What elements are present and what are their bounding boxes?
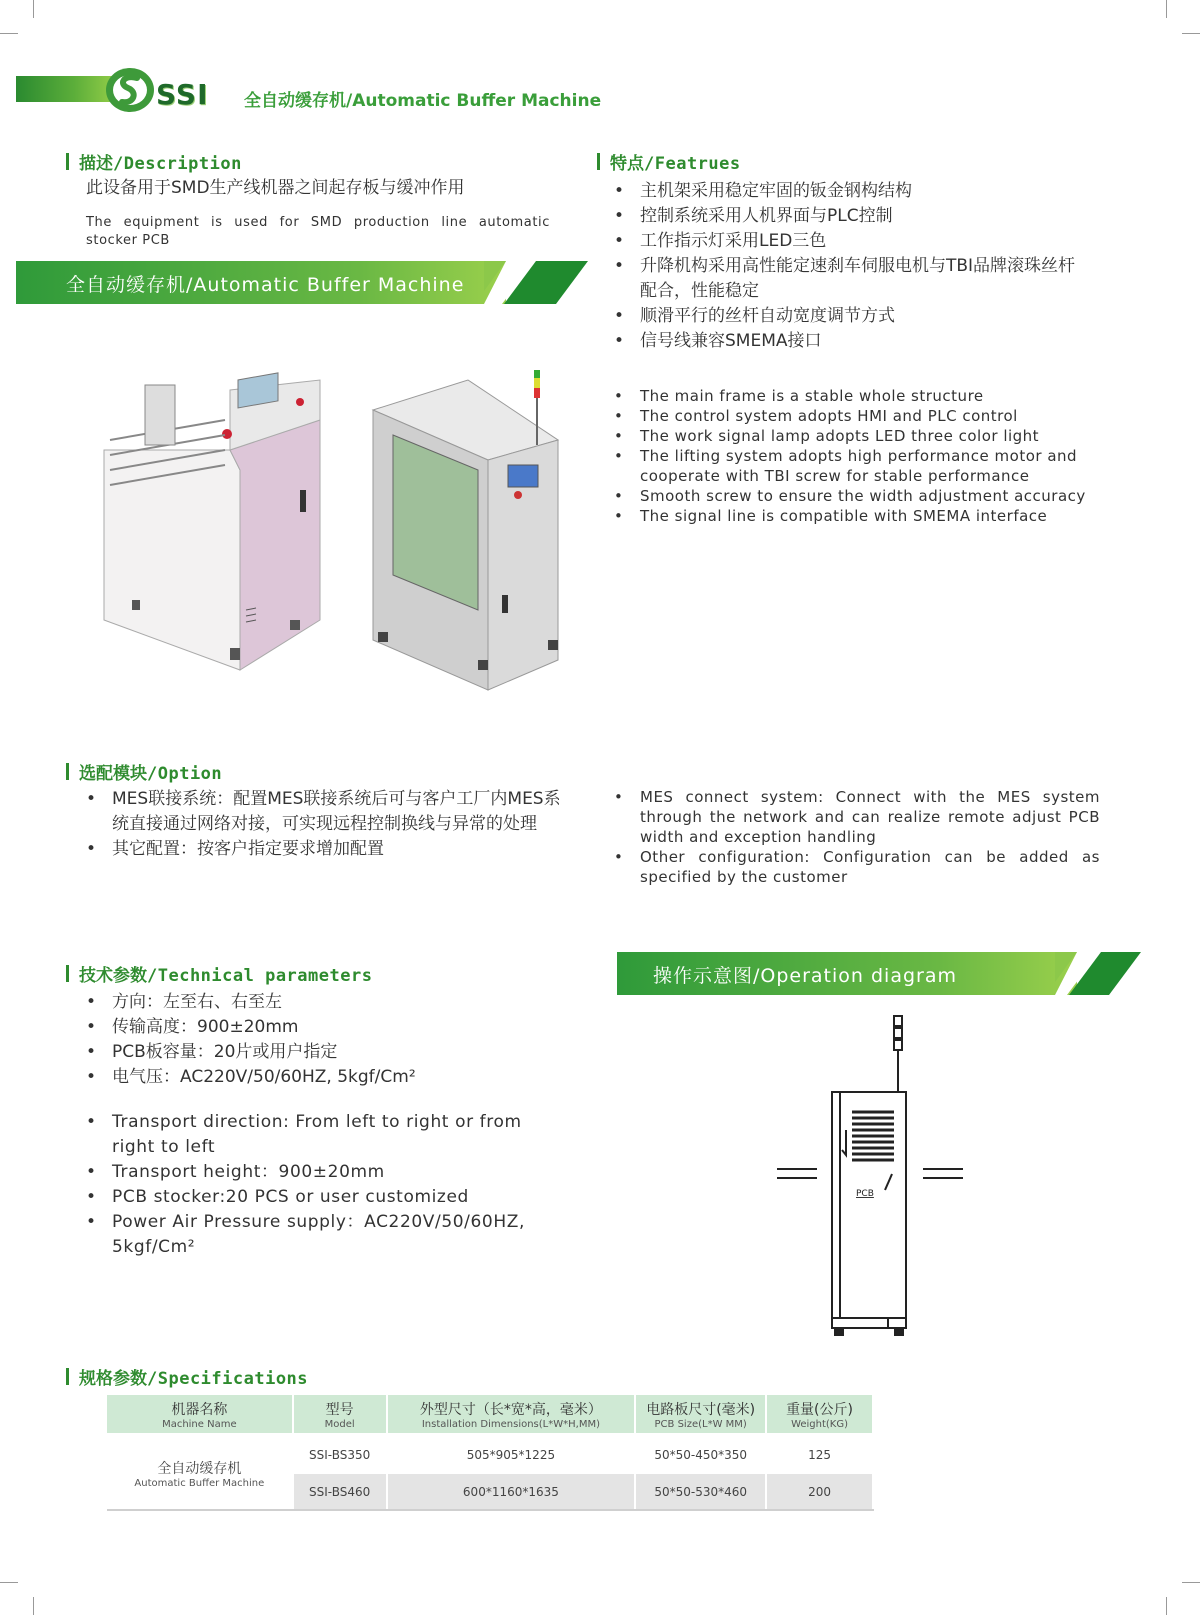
technical-en: • PCB stocker:20 PCS or user customized xyxy=(84,1185,554,1210)
pcb-size-cell: 50*50-530*460 xyxy=(635,1473,766,1510)
feature-zh: • 信号线兼容SMEMA接口 xyxy=(612,329,1092,354)
weight-cell: 125 xyxy=(766,1435,873,1473)
crop-mark xyxy=(33,1597,34,1615)
table-header: 外型尺寸（长*宽*高，毫米） Installation Dimensions(L*W*H,MM) xyxy=(387,1395,636,1435)
crop-mark xyxy=(1166,0,1167,18)
crop-mark xyxy=(0,1582,18,1583)
feature-zh: • 控制系统采用人机界面与PLC控制 xyxy=(612,204,1092,229)
table-header: 机器名称 Machine Name xyxy=(107,1395,293,1435)
pcb-label: PCB xyxy=(856,1189,874,1199)
description-text-en: The equipment is used for SMD production line automatic stocker PCB xyxy=(86,215,550,248)
features-list-zh xyxy=(612,179,1092,354)
option-list-en xyxy=(612,787,1100,887)
option-zh: • MES联接系统：配置MES联接系统后可与客户工厂内MES系统直接通过网络对接，可实现远程控制换线与异常的处理 xyxy=(84,787,564,837)
technical-en: • Power Air Pressure supply：AC220V/50/60HZ, 5kgf/Cm² xyxy=(84,1210,554,1260)
dims-cell: 505*905*1225 xyxy=(387,1435,636,1473)
table-header-row xyxy=(107,1395,873,1435)
option-list-zh xyxy=(84,787,564,862)
technical-list-zh xyxy=(84,990,564,1090)
buffer-machine-open-image xyxy=(90,370,350,690)
feature-en: • The main frame is a stable whole structure xyxy=(612,386,1102,406)
feature-zh: • 升降机构采用高性能定速刹车伺服电机与TBI品牌滚珠丝杆配合，性能稳定 xyxy=(612,254,1092,304)
weight-cell: 200 xyxy=(766,1473,873,1510)
feature-en: • The lifting system adopts high performance motor and cooperate with TBI screw for stable performance xyxy=(612,446,1102,486)
description-heading: 描述/Description xyxy=(66,149,242,174)
banner-stripe-icon xyxy=(484,261,588,304)
technical-zh: • PCB板容量：20片或用户指定 xyxy=(84,1040,564,1065)
operation-diagram xyxy=(770,1010,980,1340)
ssi-logo-icon xyxy=(104,66,156,114)
product-banner-text: 全自动缓存机/Automatic Buffer Machine xyxy=(66,274,465,296)
feature-zh: • 工作指示灯采用LED三色 xyxy=(612,229,1092,254)
feature-en: • The work signal lamp adopts LED three color light xyxy=(612,426,1102,446)
features-heading: 特点/Featrues xyxy=(597,149,741,174)
table-header: 型号 Model xyxy=(293,1395,387,1435)
specifications-heading: 规格参数/Specifications xyxy=(66,1364,308,1389)
specifications-table xyxy=(107,1395,874,1511)
crop-mark xyxy=(1166,1597,1167,1615)
technical-en: • Transport direction: From left to right or from right to left xyxy=(84,1110,554,1160)
feature-en: • The signal line is compatible with SMEMA interface xyxy=(612,506,1102,526)
technical-heading: 技术参数/Technical parameters xyxy=(66,961,372,986)
crop-mark xyxy=(1182,1582,1200,1583)
option-heading: 选配模块/Option xyxy=(66,759,222,784)
table-header: 电路板尺寸(毫米) PCB Size(L*W MM) xyxy=(635,1395,766,1435)
technical-list-en xyxy=(84,1110,554,1260)
operation-stripe-icon xyxy=(1055,952,1141,995)
model-cell: SSI-BS350 xyxy=(293,1435,387,1473)
technical-zh: • 方向：左至右、右至左 xyxy=(84,990,564,1015)
feature-en: • Smooth screw to ensure the width adjustment accuracy xyxy=(612,486,1102,506)
operation-banner-text: 操作示意图/Operation diagram xyxy=(653,965,958,987)
operation-banner xyxy=(617,952,1077,995)
buffer-machine-closed-image xyxy=(368,370,588,710)
option-en: • MES connect system: Connect with the MES system through the network and can realize remote adjust PCB width and exception handling xyxy=(612,787,1100,847)
crop-mark xyxy=(1182,33,1200,34)
description-text-zh: 此设备用于SMD生产线机器之间起存板与缓冲作用 xyxy=(86,178,465,198)
technical-zh: • 电气压：AC220V/50/60HZ, 5kgf/Cm² xyxy=(84,1065,564,1090)
page-title: 全自动缓存机/Automatic Buffer Machine xyxy=(244,91,602,111)
technical-zh: • 传输高度：900±20mm xyxy=(84,1015,564,1040)
feature-en: • The control system adopts HMI and PLC control xyxy=(612,406,1102,426)
feature-zh: • 主机架采用稳定牢固的钣金钢构结构 xyxy=(612,179,1092,204)
dims-cell: 600*1160*1635 xyxy=(387,1473,636,1510)
technical-en: • Transport height：900±20mm xyxy=(84,1160,554,1185)
crop-mark xyxy=(0,33,18,34)
brand-name: SSI xyxy=(156,78,209,111)
option-zh: • 其它配置：按客户指定要求增加配置 xyxy=(84,837,564,862)
machine-name-cell: 全自动缓存机 Automatic Buffer Machine xyxy=(107,1435,293,1510)
option-en: • Other configuration: Configuration can be added as specified by the customer xyxy=(612,847,1100,887)
model-cell: SSI-BS460 xyxy=(293,1473,387,1510)
table-header: 重量(公斤) Weight(KG) xyxy=(766,1395,873,1435)
table-row xyxy=(107,1435,873,1473)
feature-zh: • 顺滑平行的丝杆自动宽度调节方式 xyxy=(612,304,1092,329)
product-banner xyxy=(16,261,506,304)
features-list-en xyxy=(612,386,1102,526)
crop-mark xyxy=(33,0,34,18)
pcb-size-cell: 50*50-450*350 xyxy=(635,1435,766,1473)
